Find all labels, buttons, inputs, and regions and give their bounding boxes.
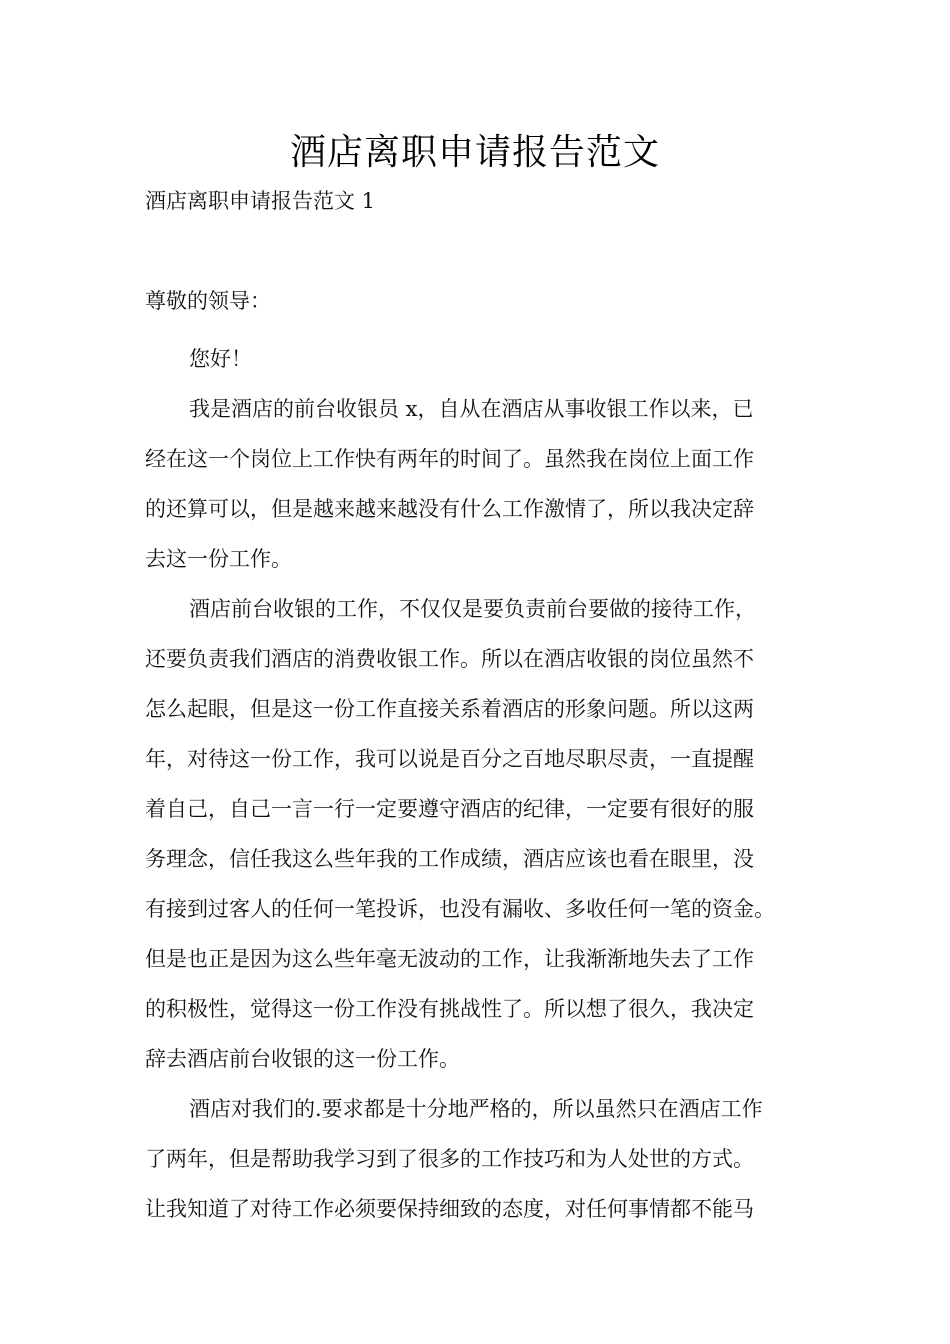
paragraph-line: 我是酒店的前台收银员 x，自从在酒店从事收银工作以来，已 <box>189 397 754 421</box>
salutation: 尊敬的领导： <box>145 289 271 313</box>
paragraph-1 <box>145 384 815 584</box>
paragraph-line: 辞去酒店前台收银的这一份工作。 <box>145 1047 460 1071</box>
paragraph-2 <box>145 584 815 1084</box>
paragraph-line: 经在这一个岗位上工作快有两年的时间了。虽然我在岗位上面工作 <box>145 447 754 471</box>
greeting: 您好！ <box>189 347 252 371</box>
paragraph-line: 务理念，信任我这么些年我的工作成绩，酒店应该也看在眼里，没 <box>145 847 754 871</box>
paragraph-line: 酒店前台收银的工作，不仅仅是要负责前台要做的接待工作， <box>189 597 756 621</box>
paragraph-line: 着自己，自己一言一行一定要遵守酒店的纪律，一定要有很好的服 <box>145 797 754 821</box>
paragraph-3 <box>145 1084 815 1234</box>
paragraph-line: 的还算可以，但是越来越来越没有什么工作激情了，所以我决定辞 <box>145 497 754 521</box>
paragraph-line: 但是也正是因为这么些年毫无波动的工作，让我渐渐地失去了工作 <box>145 947 754 971</box>
paragraph-line: 有接到过客人的任何一笔投诉，也没有漏收、多收任何一笔的资金。 <box>145 897 775 921</box>
paragraph-line: 怎么起眼，但是这一份工作直接关系着酒店的形象问题。所以这两 <box>145 697 754 721</box>
document-title: 酒店离职申请报告范文 <box>289 132 660 173</box>
letter-body <box>145 334 815 1234</box>
paragraph-line: 去这一份工作。 <box>145 547 292 571</box>
paragraph-line: 的积极性，觉得这一份工作没有挑战性了。所以想了很久，我决定 <box>145 997 754 1021</box>
paragraph-line: 年，对待这一份工作，我可以说是百分之百地尽职尽责，一直提醒 <box>145 747 754 771</box>
paragraph-line: 了两年，但是帮助我学习到了很多的工作技巧和为人处世的方式。 <box>145 1147 754 1171</box>
paragraph-line: 还要负责我们酒店的消费收银工作。所以在酒店收银的岗位虽然不 <box>145 647 754 671</box>
document-subtitle: 酒店离职申请报告范文 1 <box>145 189 376 213</box>
paragraph-line: 让我知道了对待工作必须要保持细致的态度，对任何事情都不能马 <box>145 1197 754 1221</box>
paragraph-line: 酒店对我们的.要求都是十分地严格的，所以虽然只在酒店工作 <box>189 1097 763 1121</box>
